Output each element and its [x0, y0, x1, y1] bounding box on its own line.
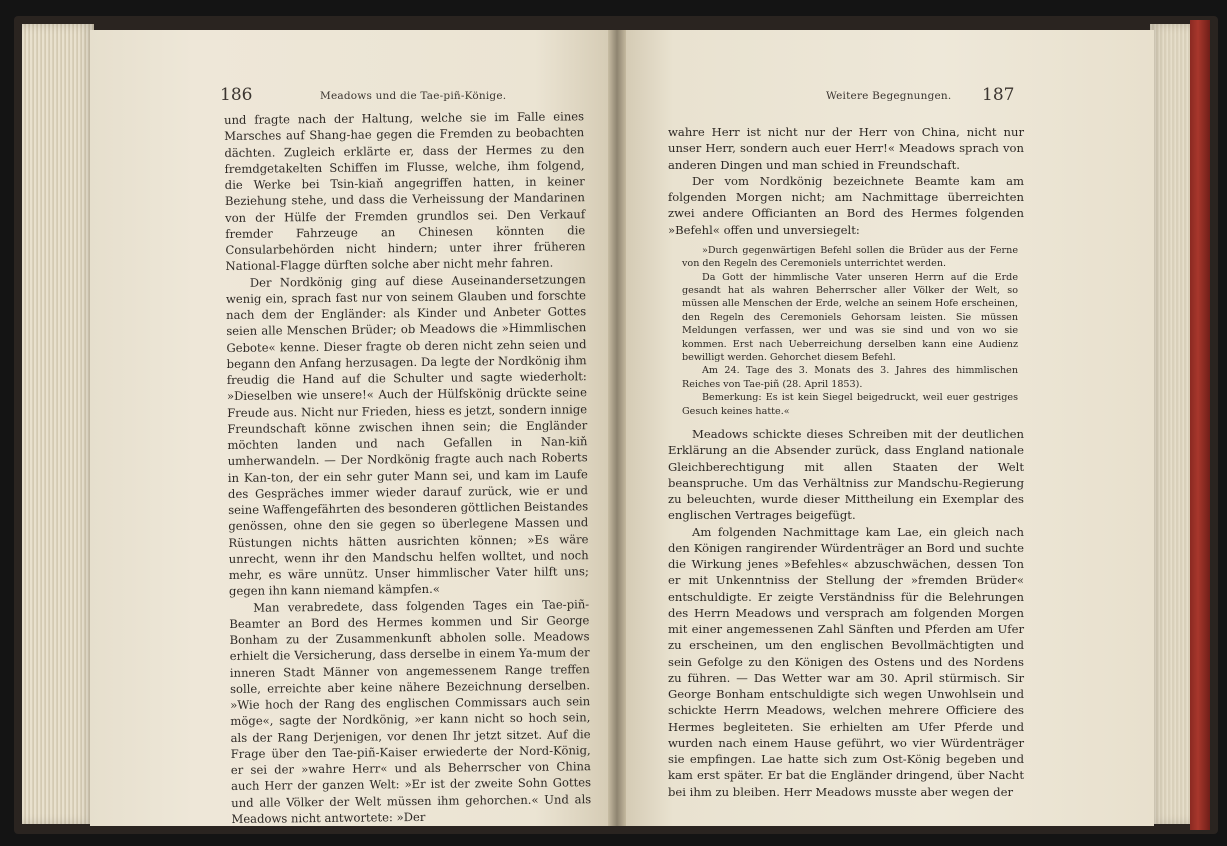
left-page-body	[224, 108, 591, 827]
paragraph: Der Nordkönig ging auf diese Auseinandersetzungen wenig ein, sprach fast nur von seinem Glauben und forschte nach dem der Engländer: als Kinder und Anbeter Gottes seien alle Menschen Brüder; ob Meadows die »Himmlischen Gebote« kenne. Dieser fragte ob deren nicht zehn seien und begann den Anfang herzusagen. Da legte der Nordkönig ihm freudig die Hand auf die Schulter und sagte wiederholt: »Dieselben wie unsere!« Auch der Hülfskönig drückte seine Freude aus. Nicht nur Frieden, hiess es jetzt, sondern innige Freundschaft könne zwischen ihnen sein; die Engländer möchten landen und nach Gefallen in Nan-kiň umherwandeln. — Der Nordkönig fragte auch nach Roberts in Kan-ton, der ein sehr guter Mann sei, und kam im Laufe des Gespräches immer wieder darauf zurück, wie er und seine Waffengefährten des besonderen göttlichen Beistandes genössen, ohne den sie gegen so überlegene Massen und Rüstungen nichts hätten ausrichten können; »Es wäre unrecht, wenn ihr den Mandschu helfen wolltet, und noch mehr, es wäre unnütz. Unser himmlischer Vater hilft uns; gegen ihn kann niemand kämpfen.«	[225, 271, 589, 599]
right-running-head	[668, 84, 1020, 108]
decree-line: Da Gott der himmlische Vater unseren Herrn auf die Erde gesandt hat als wahren Beherrscher aller Völker der Welt, so müssen alle Menschen der Erde, welche an seinem Hofe erscheinen, den Regeln des Ceremoniels Gehorsam leisten. Sie müssen Meldungen verfassen, wer und was sie sind und von wo sie kommen. Erst nach Ueberreichung derselben kann eine Audienz bewilligt werden. Gehorchet diesem Befehl.	[682, 271, 1018, 363]
left-page-header: Meadows und die Tae-piñ-Könige.	[320, 90, 507, 102]
paragraph: und fragte nach der Haltung, welche sie im Falle eines Marsches auf Shang-hae gegen die Fremden zu beobachten dächten. Zugleich erklärte er, dass der Hermes zu den fremdgetakelten Schiffen im Flusse, welche, ihm folgend, die Werke bei Tsin-kiaň angegriffen hatten, in keiner Beziehung stehe, und dass die Verheissung der Mandarinen von der Hülfe der Fremden grundlos sei. Den Verkauf fremder Fahrzeuge an Chinesen könnten die Consularbehörden nicht hindern; unter ihrer früheren National-Flagge dürften solche aber nicht mehr fahren.	[224, 109, 586, 274]
left-page-number: 186	[220, 85, 253, 105]
decree-line: »Durch gegenwärtigen Befehl sollen die Brüder aus der Ferne von den Regeln des Ceremoniels unterrichtet werden.	[682, 244, 1018, 270]
paragraph: Der vom Nordkönig bezeichnete Beamte kam am folgenden Morgen nicht; am Nachmittage überreichten zwei andere Officianten an Bord des Hermes folgenden »Befehl« offen und unversiegelt:	[668, 173, 1024, 237]
book-gutter	[608, 30, 626, 826]
paragraph: Man verabredete, dass folgenden Tages ein Tae-piñ-Beamter an Bord des Hermes kommen und Sir George Bonham zu der Zusammenkunft abholen solle. Meadows erhielt die Versicherung, dass derselbe in einem Ya-mum der inneren Stadt Männer von angemessenem Range treffen solle, erreichte aber keine nähere Bezeichnung derselben. »Wie hoch der Rang des englischen Commissars auch sein möge«, sagte der Nordkönig, »er kann nicht so hoch sein, als der Rang Derjenigen, vor denen Ihr jetzt sitzet. Auf die Frage über den Tae-piñ-Kaiser erwiederte der Nord-König, er sei der »wahre Herr« und als Beherrscher von China auch Herr der ganzen Welt: »Er ist der zweite Sohn Gottes und alle Völker der Welt müssen ihm gehorchen.« Und als Meadows nicht antwortete: »Der	[229, 596, 592, 826]
decree-date: Am 24. Tage des 3. Monats des 3. Jahres des himmlischen Reiches von Tae-piñ (28. April 1853).	[682, 365, 1018, 390]
right-page-body	[668, 124, 1024, 800]
quoted-decree	[682, 244, 1018, 418]
right-page-header: Weitere Begegnungen.	[826, 90, 952, 102]
book-cover-edge	[1190, 20, 1210, 830]
left-page-edges	[22, 24, 94, 824]
paragraph: Meadows schickte dieses Schreiben mit der deutlichen Erklärung an die Absender zurück, dass England nationale Gleichberechtigung mit allen Staaten der Welt beanspruche. Um das Verhältniss zur Mandschu-Regierung zu beleuchten, wurde dieser Mittheilung ein Exemplar des englischen Vertrages beigefügt.	[668, 427, 1024, 523]
left-running-head	[220, 84, 600, 108]
decree-note: Bemerkung: Es ist kein Siegel beigedruckt, weil euer gestriges Gesuch keines hatte.«	[682, 392, 1018, 417]
right-page-edges	[1150, 24, 1192, 824]
paragraph: Am folgenden Nachmittage kam Lae, ein gleich nach den Königen rangirender Würdenträger an Bord und suchte die Wirkung jenes »Befehles« abzuschwächen, dessen Ton er mit Unkenntniss der Stellung der »fremden Brüder« entschuldigte. Er zeigte Verständniss für die Belehrungen des Herrn Meadows und versprach am folgenden Morgen mit einer angemessenen Zahl Sänften und Pferden am Ufer zu erscheinen, um den englischen Bevollmächtigten und sein Gefolge zu den Königen des Ostens und des Nordens zu führen. — Das Wetter war am 30. April stürmisch. Sir George Bonham entschuldigte sich wegen Unwohlsein und schickte Herrn Meadows, welchen mehrere Officiere des Hermes begleiteten. Sie erhielten am Ufer Pferde und wurden nach einem Hause geführt, wo vier Würdenträger sie empfingen. Lae hatte sich zum Ost-König begeben und kam erst später. Er bat die Engländer dringend, über Nacht bei ihm zu bleiben. Herr Meadows musste aber wegen der	[668, 524, 1024, 799]
right-page-number: 187	[982, 85, 1015, 105]
paragraph: wahre Herr ist nicht nur der Herr von China, nicht nur unser Herr, sondern auch euer Herr!« Meadows sprach von anderen Dingen und man schied in Freundschaft.	[668, 125, 1024, 172]
